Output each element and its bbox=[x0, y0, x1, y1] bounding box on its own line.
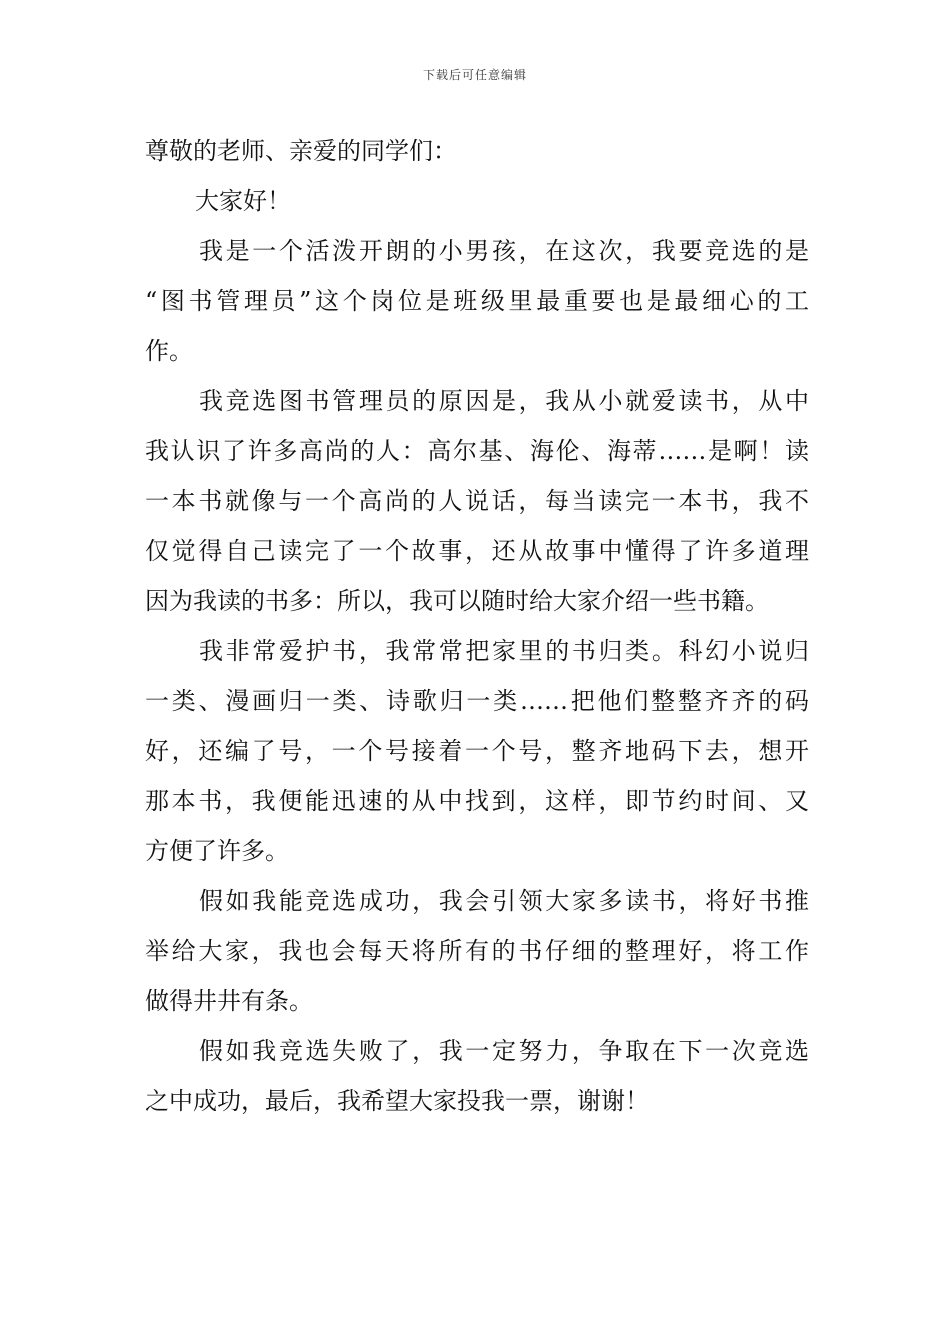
paragraph-line: 我是一个活泼开朗的小男孩，在这次，我要竞选的是 bbox=[199, 237, 809, 265]
greeting: 大家好！ bbox=[195, 187, 291, 215]
paragraph-line: 举给大家，我也会每天将所有的书仔细的整理好，将工作 bbox=[145, 937, 809, 965]
paragraph-line: 作。 bbox=[145, 337, 193, 365]
paragraph-line: 仅觉得自己读完了一个故事，还从故事中懂得了许多道理 bbox=[145, 537, 809, 565]
paragraph-line: 好，还编了号，一个号接着一个号，整齐地码下去，想开 bbox=[145, 737, 809, 765]
paragraph-line: 假如我竞选失败了，我一定努力，争取在下一次竞选 bbox=[199, 1037, 809, 1065]
salutation: 尊敬的老师、亲爱的同学们： bbox=[145, 137, 457, 165]
paragraph-if-success bbox=[145, 876, 809, 1026]
paragraph-if-fail bbox=[145, 1026, 809, 1126]
paragraph-line: 一本书就像与一个高尚的人说话，每当读完一本书，我不 bbox=[145, 487, 809, 515]
paragraph-line: 假如我能竞选成功，我会引领大家多读书，将好书推 bbox=[199, 887, 809, 915]
paragraph-line: “图书管理员”这个岗位是班级里最重要也是最细心的工 bbox=[145, 287, 809, 315]
paragraph-line: 之中成功，最后，我希望大家投我一票，谢谢！ bbox=[145, 1087, 649, 1115]
paragraph-line: 我非常爱护书，我常常把家里的书归类。科幻小说归 bbox=[199, 637, 809, 665]
paragraph-candidacy bbox=[145, 226, 809, 376]
paragraph-line: 一类、漫画归一类、诗歌归一类……把他们整整齐齐的码 bbox=[145, 687, 809, 715]
paragraph-book-care bbox=[145, 626, 809, 876]
paragraph-line: 做得井井有条。 bbox=[145, 987, 313, 1015]
page-header: 下载后可任意编辑 bbox=[422, 68, 527, 82]
paragraph-line: 那本书，我便能迅速的从中找到，这样，即节约时间、又 bbox=[145, 787, 809, 815]
paragraph-line: 我认识了许多高尚的人：高尔基、海伦、海蒂……是啊！读 bbox=[145, 437, 809, 465]
document-body bbox=[145, 126, 809, 1126]
paragraph-reason bbox=[145, 376, 809, 626]
paragraph-line: 我竞选图书管理员的原因是，我从小就爱读书，从中 bbox=[199, 387, 809, 415]
paragraph-line: 方便了许多。 bbox=[145, 837, 289, 865]
paragraph-line: 因为我读的书多：所以，我可以随时给大家介绍一些书籍。 bbox=[145, 587, 769, 615]
